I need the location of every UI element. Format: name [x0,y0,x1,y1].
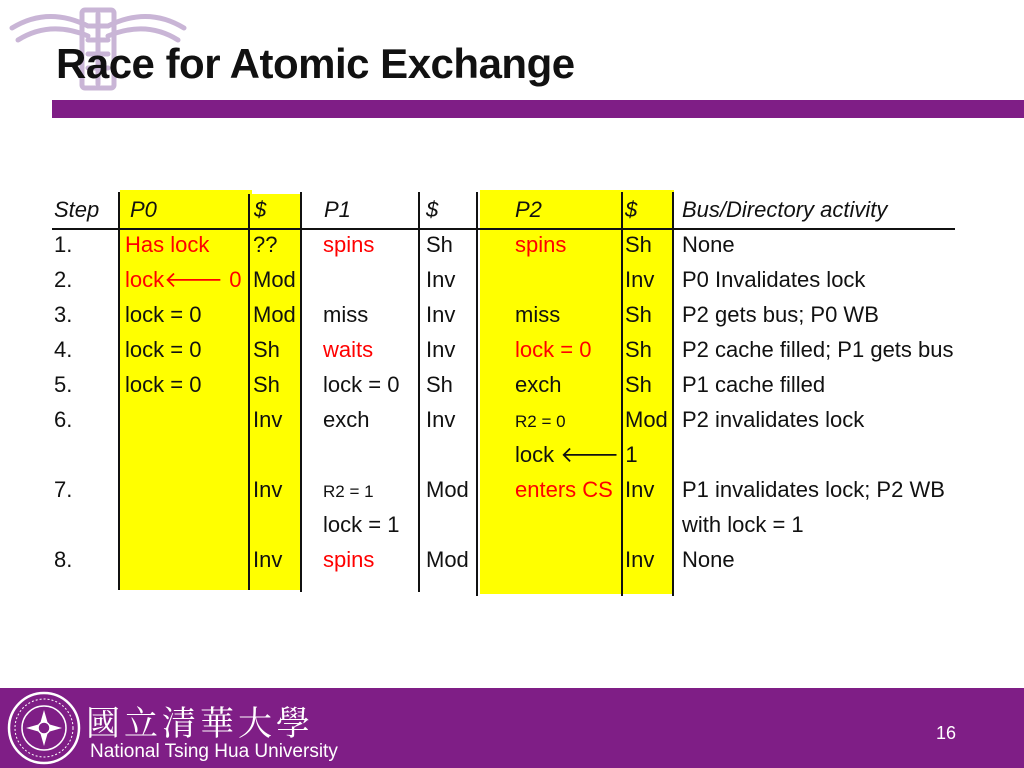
university-name-chinese: 國立清華大學 [86,704,314,744]
row7b-bus: with lock = 1 [682,512,804,537]
row1-p2: spins [515,232,567,257]
row1-bus: None [682,232,735,257]
row4-p2-cache: Sh [625,337,652,362]
row1-step: 1. [54,232,73,257]
row1-p1-cache: Sh [426,232,453,257]
header-underline [52,228,955,230]
row6-p0-cache: Inv [253,407,283,432]
race-table [52,190,972,600]
row1-p1: spins [323,232,375,257]
university-name-english: National Tsing Hua University [90,741,338,762]
row7-p1: R2 = 1 [323,482,374,501]
row8-bus: None [682,547,735,572]
row4-p1-cache: Inv [426,337,456,362]
row6-p1: exch [323,407,370,432]
row2-step: 2. [54,267,73,292]
row7-step: 7. [54,477,73,502]
row3-p0: lock = 0 [125,302,202,327]
header-p0: P0 [130,197,157,222]
col-sep-3 [300,192,302,592]
row4-p1: waits [323,337,374,362]
row2-p1-cache: Inv [426,267,456,292]
row5-p2: exch [515,372,562,397]
header-p2: P2 [515,197,542,222]
row3-step: 3. [54,302,73,327]
row7-bus: P1 invalidates lock; P2 WB [682,477,945,502]
row5-step: 5. [54,372,73,397]
row7-p0-cache: Inv [253,477,283,502]
row3-p0-cache: Mod [253,302,296,327]
row2-p0-var: lock [125,267,165,292]
row7-p2-cache: Inv [625,477,655,502]
row6b-p2-var: lock [515,442,555,467]
col-sep-1 [118,192,120,590]
header-p2-cache: $ [625,197,638,222]
header-p0-cache: $ [254,197,267,222]
row8-p1-cache: Mod [426,547,469,572]
row7b-p1: lock = 1 [323,512,400,537]
slide-title: Race for Atomic Exchange [56,40,575,87]
row8-step: 8. [54,547,73,572]
row8-p0-cache: Inv [253,547,283,572]
left-arrow-icon: 🡐 [560,442,620,467]
row5-p1: lock = 0 [323,372,400,397]
row3-p2: miss [515,302,561,327]
row6-p2-cache: Mod [625,407,668,432]
row4-p2: lock = 0 [515,337,592,362]
footer-bar [0,688,1024,768]
row6b-p2 [515,442,638,468]
row5-p1-cache: Sh [426,372,453,397]
university-seal-logo [6,690,82,766]
row3-bus: P2 gets bus; P0 WB [682,302,879,327]
row2-p0 [125,267,242,293]
row2-bus: P0 Invalidates lock [682,267,866,292]
row6-step: 6. [54,407,73,432]
row5-p0-cache: Sh [253,372,280,397]
row6b-p2-value: 1 [625,442,638,467]
header-p1: P1 [324,197,351,222]
col-sep-6 [621,192,623,596]
row4-p0: lock = 0 [125,337,202,362]
row4-p0-cache: Sh [253,337,280,362]
row8-p1: spins [323,547,375,572]
row2-p0-value: 0 [229,267,242,292]
row3-p1: miss [323,302,369,327]
row5-p2-cache: Sh [625,372,652,397]
title-divider [52,100,1024,118]
row5-p0: lock = 0 [125,372,202,397]
row6-p1-cache: Inv [426,407,456,432]
row1-p0: Has lock [125,232,210,257]
header-bus: Bus/Directory activity [682,197,888,222]
row6-bus: P2 invalidates lock [682,407,865,432]
col-sep-4 [418,192,420,592]
row3-p2-cache: Sh [625,302,652,327]
row1-p0-cache: ?? [253,232,278,257]
header-p1-cache: $ [426,197,439,222]
page-number: 16 [935,723,956,743]
col-sep-2 [248,194,250,590]
left-arrow-icon: 🡐 [164,267,224,292]
col-sep-7 [672,192,674,596]
row4-step: 4. [54,337,73,362]
row2-p2-cache: Inv [625,267,655,292]
row3-p1-cache: Inv [426,302,456,327]
row5-bus: P1 cache filled [682,372,826,397]
row2-p0-cache: Mod [253,267,296,292]
header-step: Step [54,197,100,222]
row7-p1-cache: Mod [426,477,469,502]
row6-p2: R2 = 0 [515,412,566,431]
row8-p2-cache: Inv [625,547,655,572]
col-sep-5 [476,192,478,596]
row4-bus: P2 cache filled; P1 gets bus [682,337,954,362]
row7-p2: enters CS [515,477,613,502]
row1-p2-cache: Sh [625,232,652,257]
